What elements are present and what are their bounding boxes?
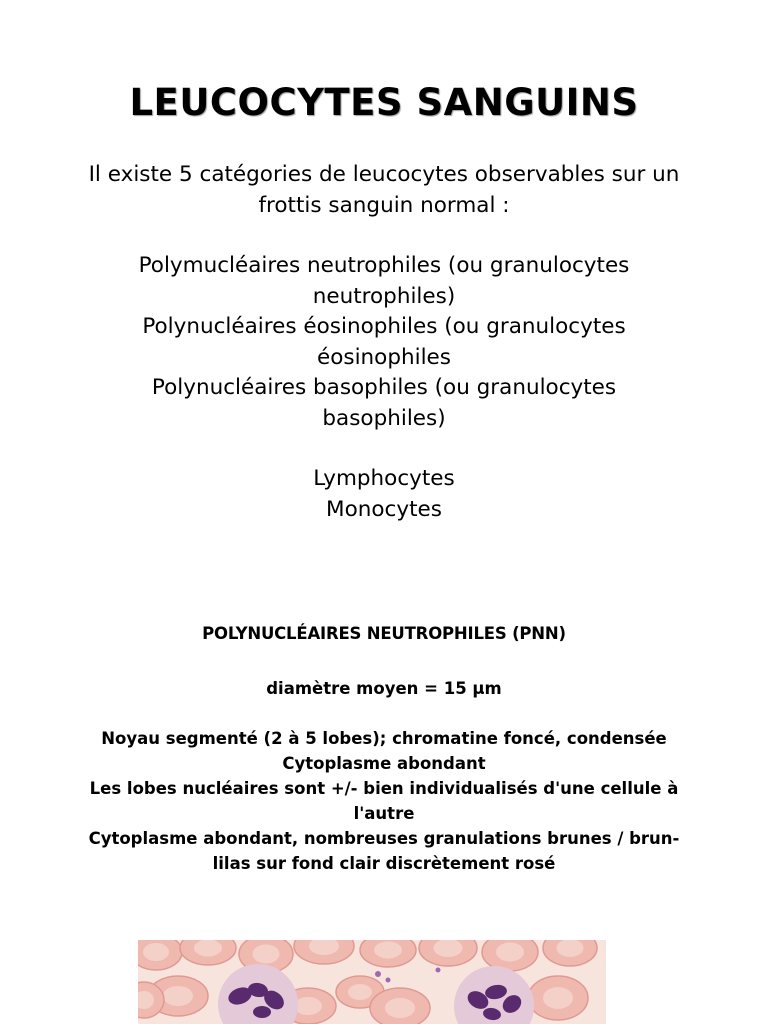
red-blood-cell-center xyxy=(374,942,402,959)
platelet xyxy=(386,978,391,983)
blood-smear-image xyxy=(138,940,606,1024)
red-blood-cell-center xyxy=(385,998,415,1018)
red-blood-cell-center xyxy=(253,945,280,964)
description-line: Cytoplasme abondant xyxy=(282,754,486,773)
leucocyte-type: basophiles) xyxy=(322,405,446,431)
blood-smear-illustration xyxy=(138,940,606,1024)
page-title: LEUCOCYTES SANGUINS xyxy=(129,81,639,124)
red-blood-cell-center xyxy=(348,984,372,1000)
red-blood-cell-center xyxy=(194,940,222,957)
description-line: Noyau segmenté (2 à 5 lobes); chromatine foncé, condensée xyxy=(101,729,667,748)
leucocyte-type: Lymphocytes xyxy=(313,466,455,491)
nucleus-lobe xyxy=(253,1006,271,1018)
leucocyte-type: éosinophiles xyxy=(317,344,451,370)
intro-text xyxy=(20,160,748,525)
description-line: l'autre xyxy=(353,804,415,823)
platelet xyxy=(436,968,441,973)
leucocyte-type: Polymucléaires neutrophiles (ou granulocytes xyxy=(138,253,630,278)
intro-line: Il existe 5 catégories de leucocytes observables sur un xyxy=(88,162,680,187)
description-line: Cytoplasme abondant, nombreuses granulations brunes / brun- xyxy=(88,829,680,848)
description-line: lilas sur fond clair discrètement rosé xyxy=(212,854,556,873)
leucocyte-type: neutrophiles) xyxy=(312,283,456,309)
section-heading: POLYNUCLÉAIRES NEUTROPHILES (PNN) xyxy=(202,624,566,643)
leucocyte-type: Polynucléaires basophiles (ou granulocytes xyxy=(151,375,617,400)
red-blood-cell-center xyxy=(543,987,573,1009)
pnn-description xyxy=(20,676,748,876)
description-line: Les lobes nucléaires sont +/- bien individualisés d'une cellule à xyxy=(89,779,679,798)
leucocyte-type: Monocytes xyxy=(326,496,442,522)
diameter-text: diamètre moyen = 15 µm xyxy=(266,679,502,698)
platelet xyxy=(375,971,381,977)
red-blood-cell-center xyxy=(143,943,169,961)
red-blood-cell-center xyxy=(163,986,193,1006)
red-blood-cell-center xyxy=(496,943,524,962)
leucocyte-type: Polynucléaires éosinophiles (ou granulocytes xyxy=(142,314,626,339)
intro-line: frottis sanguin normal : xyxy=(258,192,510,218)
red-blood-cell-center xyxy=(294,997,322,1015)
